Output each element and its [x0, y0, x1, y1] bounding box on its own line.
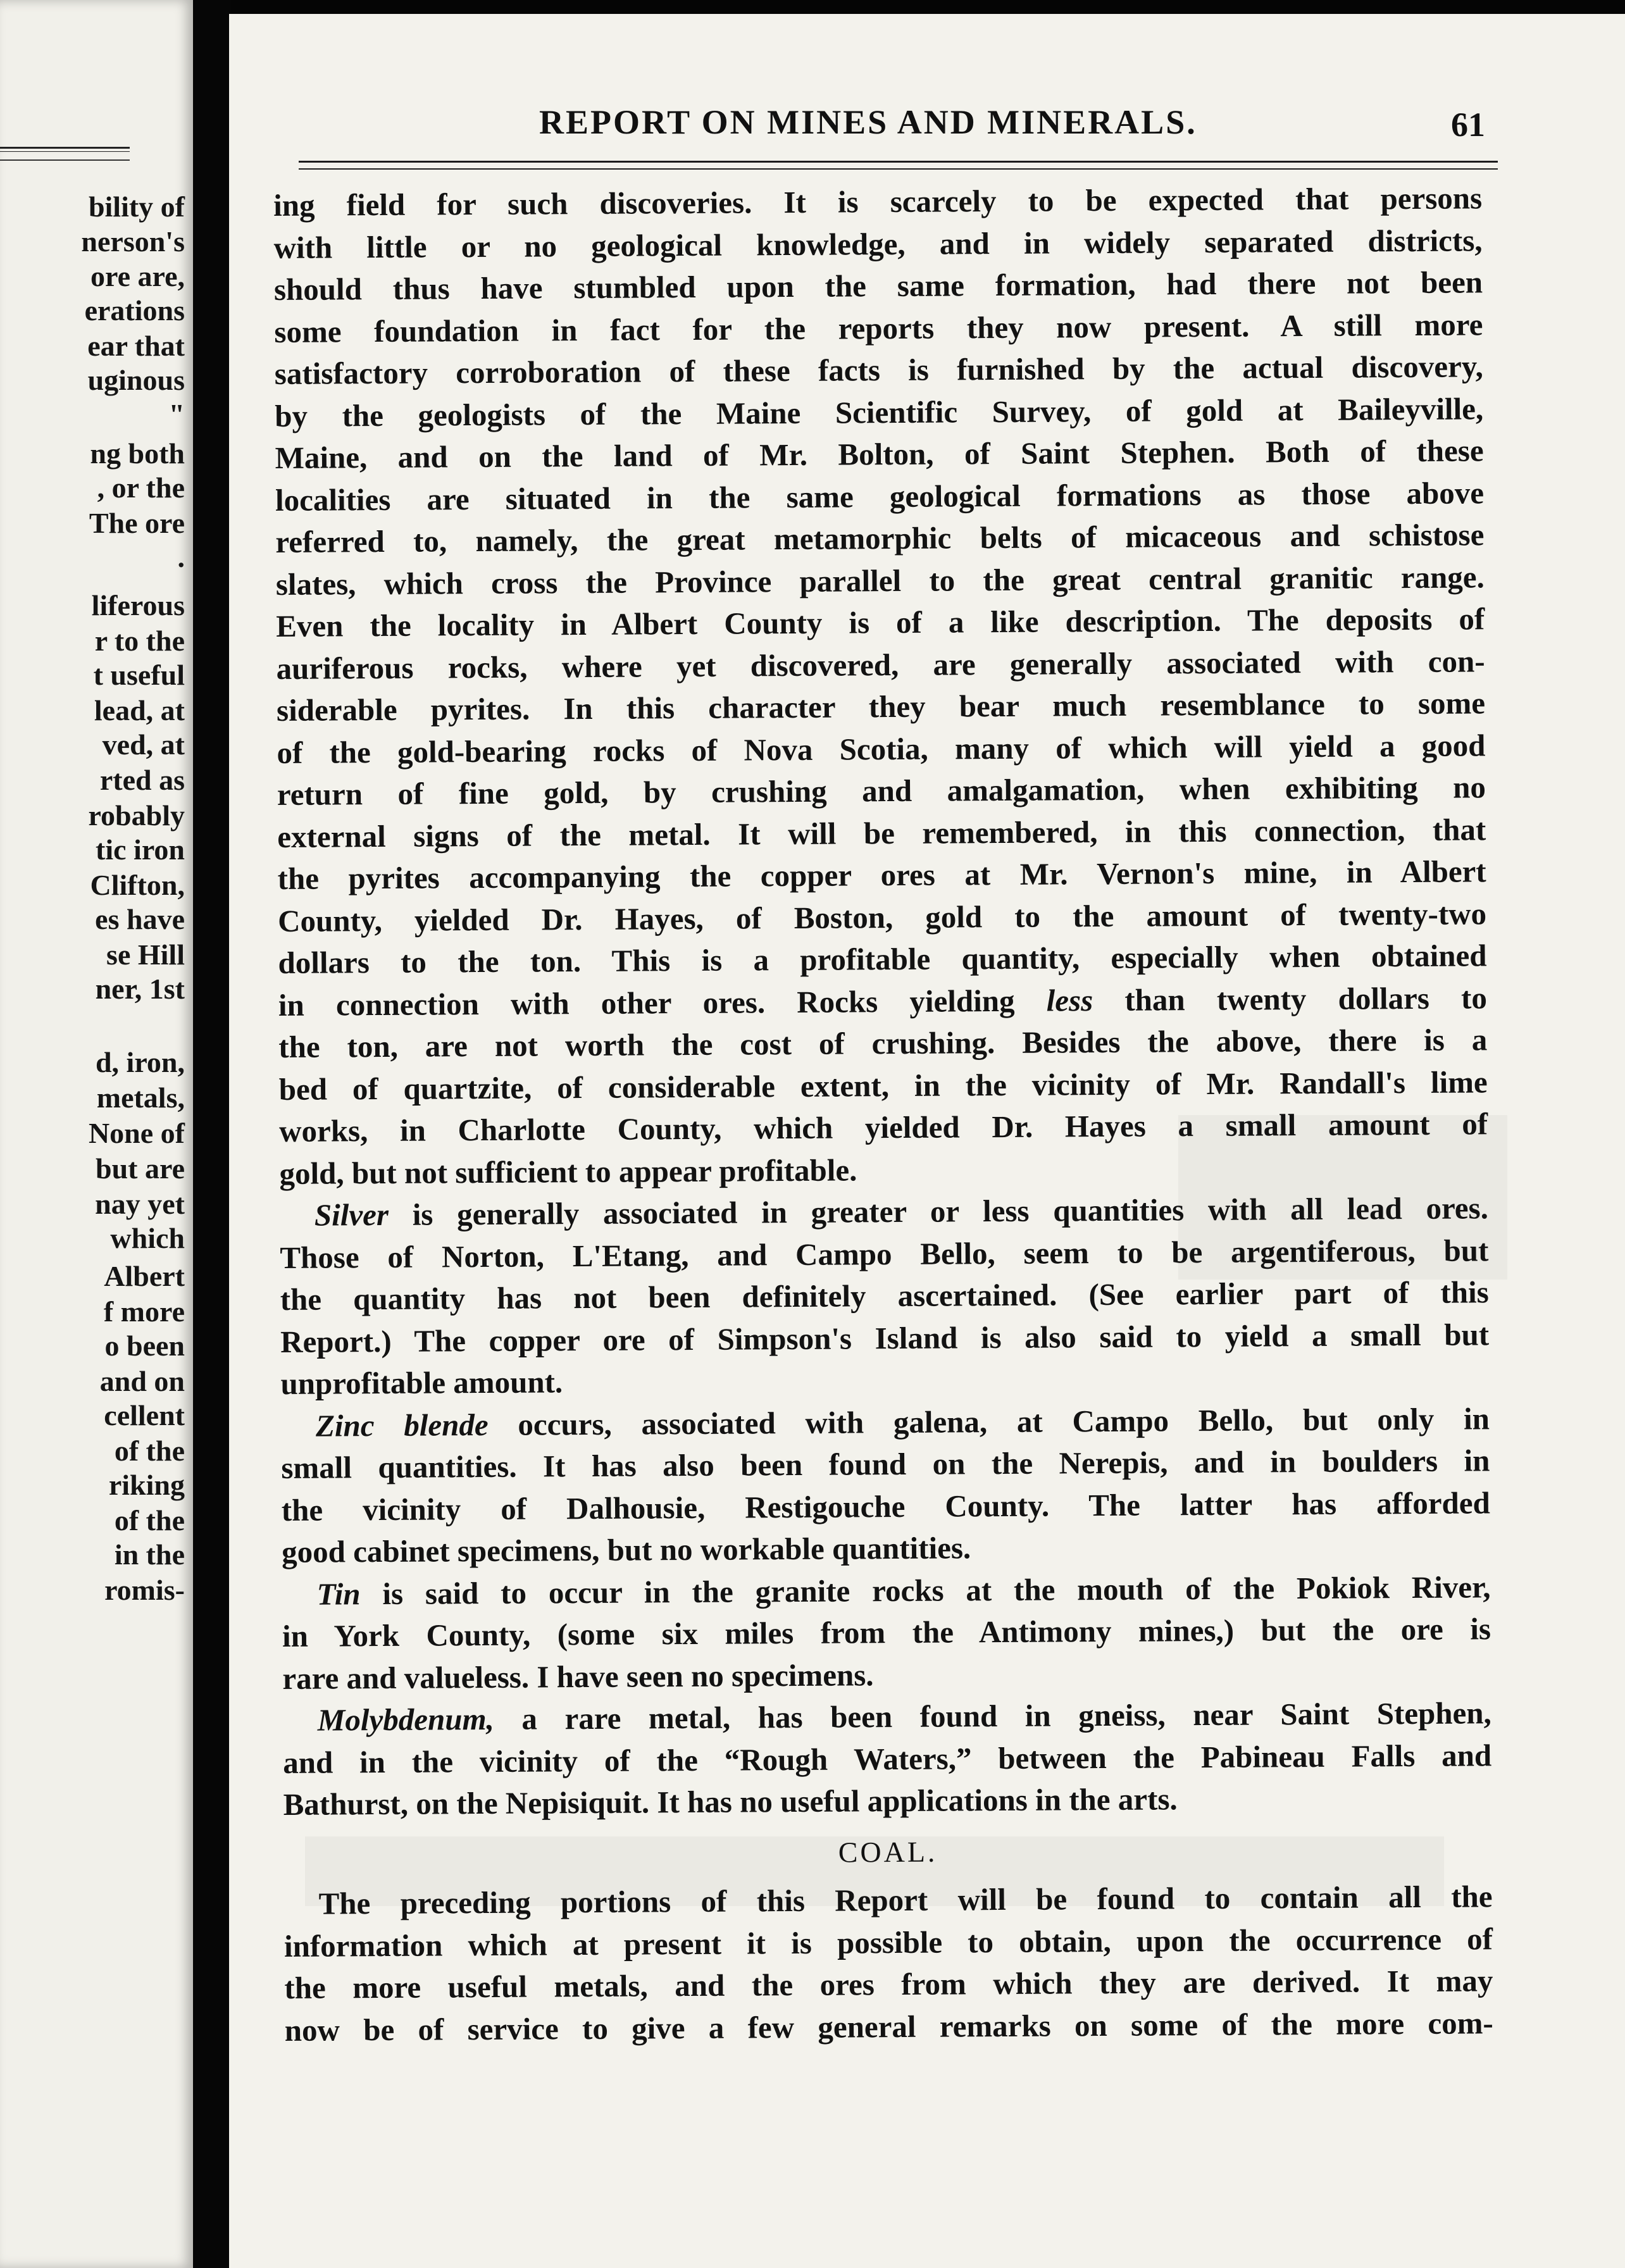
previous-page-line: ore are, — [90, 260, 185, 292]
previous-page-line: None of — [88, 1117, 185, 1149]
previous-page-line: ner, 1st — [95, 973, 185, 1005]
previous-page-line: nay yet — [95, 1188, 185, 1220]
previous-page-line: nerson's — [81, 225, 185, 258]
coal-section-heading: COAL. — [838, 1835, 938, 1869]
gold-paragraph-line: the ton, are not worth the cost of crushing. Besides the above, there is a — [278, 1022, 1488, 1064]
previous-page-line: Albert — [104, 1260, 185, 1292]
previous-page-line: bility of — [88, 190, 185, 223]
italic-term: Molybdenum, — [317, 1701, 495, 1738]
previous-page-line: se Hill — [106, 938, 185, 971]
gold-paragraph-line: with little or no geological knowledge, and in widely separated districts, — [273, 222, 1483, 265]
previous-page-header-rule — [0, 147, 130, 152]
previous-page-line: and on — [99, 1365, 185, 1397]
silver-paragraph-line: Those of Norton, L'Etang, and Campo Bello, seem to be argentiferous, but — [280, 1232, 1489, 1275]
gold-paragraph-line: gold, but not sufficient to appear profitable. — [279, 1152, 857, 1191]
gold-paragraph-line: Even the locality in Albert County is of a like description. The deposits of — [276, 601, 1485, 644]
italic-term: less — [1046, 982, 1093, 1018]
gold-paragraph-line: siderable pyrites. In this character they bear much resemblance to some — [276, 685, 1486, 728]
tin-paragraph-line: rare and valueless. I have seen no specimens. — [282, 1657, 874, 1696]
previous-page-line: d, iron, — [95, 1046, 185, 1078]
running-header — [229, 103, 1625, 153]
previous-page-line: liferous — [91, 589, 185, 621]
previous-page-line: romis- — [104, 1574, 185, 1606]
previous-page-line: erations — [84, 294, 185, 327]
gold-paragraph-line: dollars to the ton. This is a profitable quantity, especially when obtained — [278, 938, 1487, 980]
previous-page-line: robably — [88, 799, 185, 832]
previous-page-line: ved, at — [102, 728, 185, 761]
previous-page-line: cellent — [104, 1399, 185, 1431]
gold-paragraph-line: return of fine gold, by crushing and amalgamation, when exhibiting no — [277, 770, 1486, 812]
coal-paragraph-line: information which at present it is possible to obtain, upon the occurrence of — [283, 1921, 1493, 1964]
header-double-rule — [299, 161, 1498, 170]
gold-paragraph-line: of the gold-bearing rocks of Nova Scotia, many of which will yield a good — [277, 727, 1486, 770]
previous-page-line: f more — [103, 1295, 185, 1328]
molybdenum-paragraph-line — [283, 1692, 1491, 1742]
previous-page-line: The ore — [89, 507, 185, 539]
gold-paragraph-line: auriferous rocks, where yet discovered, are generally associated with con- — [276, 643, 1485, 686]
italic-term: Tin — [316, 1576, 361, 1612]
coal-paragraph-line: the more useful metals, and the ores from which they are derived. It may — [284, 1963, 1493, 2005]
text-run: than twenty dollars to — [1093, 980, 1488, 1018]
previous-page-line: , or the — [97, 471, 185, 504]
previous-page-line: Clifton, — [90, 869, 185, 901]
book-gutter — [193, 0, 231, 2268]
previous-page-line: uginous — [87, 364, 185, 396]
molybdenum-paragraph-line: and in the vicinity of the “Rough Waters,” between the Pabineau Falls and — [283, 1737, 1492, 1780]
gold-paragraph-line: external signs of the metal. It will be remembered, in this connection, that — [277, 811, 1486, 854]
tin-paragraph-line — [282, 1566, 1490, 1616]
previous-page-line: metals, — [96, 1081, 185, 1114]
previous-page-line: . — [177, 541, 185, 573]
gold-paragraph-line: Maine, and on the land of Mr. Bolton, of Saint Stephen. Both of these — [275, 433, 1484, 475]
text-run: is said to occur in the granite rocks at the mouth of the Pokiok River, — [360, 1569, 1491, 1611]
previous-page-line: riking — [108, 1469, 185, 1501]
running-header-title: REPORT ON MINES AND MINERALS. — [539, 103, 1197, 141]
body-text — [273, 177, 1539, 2048]
previous-page-line: of the — [114, 1435, 185, 1467]
previous-page-fragment — [0, 0, 193, 2268]
gold-paragraph-line: some foundation in fact for the reports they now present. A still more — [274, 306, 1483, 349]
coal-paragraph-line: The preceding portions of this Report will be found to contain all the — [318, 1879, 1493, 1921]
gold-paragraph-line: bed of quartzite, of considerable extent, in the vicinity of Mr. Randall's lime — [278, 1064, 1488, 1107]
previous-page-line: r to the — [94, 625, 185, 657]
gold-paragraph-line: satisfactory corroboration of these facts is furnished by the actual discovery, — [274, 349, 1483, 391]
zinc-paragraph-line: the vicinity of Dalhousie, Restigouche County. The latter has afforded — [281, 1485, 1490, 1528]
text-run: is generally associated in greater or less quantities with all lead ores. — [388, 1190, 1489, 1232]
gold-paragraph-line: localities are situated in the same geological formations as those above — [275, 475, 1485, 518]
previous-page-line: rted as — [99, 764, 185, 796]
previous-page-line: but are — [96, 1152, 185, 1185]
previous-page-line: tic iron — [96, 833, 185, 866]
gold-paragraph-line: the pyrites accompanying the copper ores at Mr. Vernon's mine, in Albert — [277, 854, 1486, 896]
text-run: occurs, associated with galena, at Campo Bello, but only in — [488, 1400, 1490, 1442]
previous-page-header-rule-thin — [0, 159, 130, 161]
gold-paragraph-line: by the geologists of the Maine Scientific Survey, of gold at Baileyville, — [275, 390, 1484, 433]
previous-page-line: o been — [104, 1330, 185, 1362]
gold-paragraph-line — [278, 977, 1487, 1026]
italic-term: Zinc blende — [315, 1407, 489, 1443]
silver-paragraph-line — [280, 1187, 1488, 1237]
silver-paragraph-line: unprofitable amount. — [280, 1364, 563, 1401]
silver-paragraph-line: Report.) The copper ore of Simpson's Island is also said to yield a small but — [280, 1316, 1490, 1359]
molybdenum-paragraph-line: Bathurst, on the Nepisiquit. It has no useful applications in the arts. — [283, 1781, 1178, 1822]
silver-paragraph-line: the quantity has not been definitely ascertained. (See earlier part of this — [280, 1274, 1489, 1317]
previous-page-line: in the — [114, 1538, 185, 1571]
italic-term: Silver — [314, 1197, 389, 1233]
page-number: 61 — [1451, 106, 1485, 144]
zinc-paragraph-line — [281, 1398, 1490, 1447]
previous-page-line: es have — [95, 903, 185, 935]
report-page — [229, 14, 1625, 2268]
zinc-paragraph-line: small quantities. It has also been found on the Nerepis, and in boulders in — [281, 1443, 1490, 1485]
previous-page-line: " — [168, 398, 185, 430]
previous-page-line: which — [110, 1222, 185, 1254]
gold-paragraph-line: works, in Charlotte County, which yielded Dr. Hayes a small amount of — [278, 1106, 1488, 1149]
gold-paragraph-line: referred to, namely, the great metamorphic belts of micaceous and schistose — [275, 517, 1485, 559]
tin-paragraph-line: in York County, (some six miles from the Antimony mines,) but the ore is — [282, 1611, 1491, 1654]
gold-paragraph-line: slates, which cross the Province parallel to the great central granitic range. — [275, 559, 1485, 602]
previous-page-line: lead, at — [94, 694, 185, 726]
previous-page-line: ng both — [90, 437, 185, 470]
zinc-paragraph-line: good cabinet specimens, but no workable quantities. — [282, 1530, 971, 1569]
gold-paragraph-line: County, yielded Dr. Hayes, of Boston, gold to the amount of twenty-two — [277, 895, 1487, 938]
previous-page-line: ear that — [87, 330, 185, 362]
previous-page-line: t useful — [93, 659, 185, 691]
gold-paragraph-line: should thus have stumbled upon the same formation, had there not been — [273, 265, 1483, 307]
previous-page-line: of the — [114, 1504, 185, 1536]
coal-paragraph-line: now be of service to give a few general remarks on some of the more com- — [284, 2005, 1493, 2048]
text-run: a rare metal, has been found in gneiss, near Saint Stephen, — [494, 1695, 1491, 1736]
text-run: in connection with other ores. Rocks yielding — [278, 983, 1047, 1023]
gold-paragraph-line: ing field for such discoveries. It is scarcely to be expected that persons — [273, 180, 1483, 223]
